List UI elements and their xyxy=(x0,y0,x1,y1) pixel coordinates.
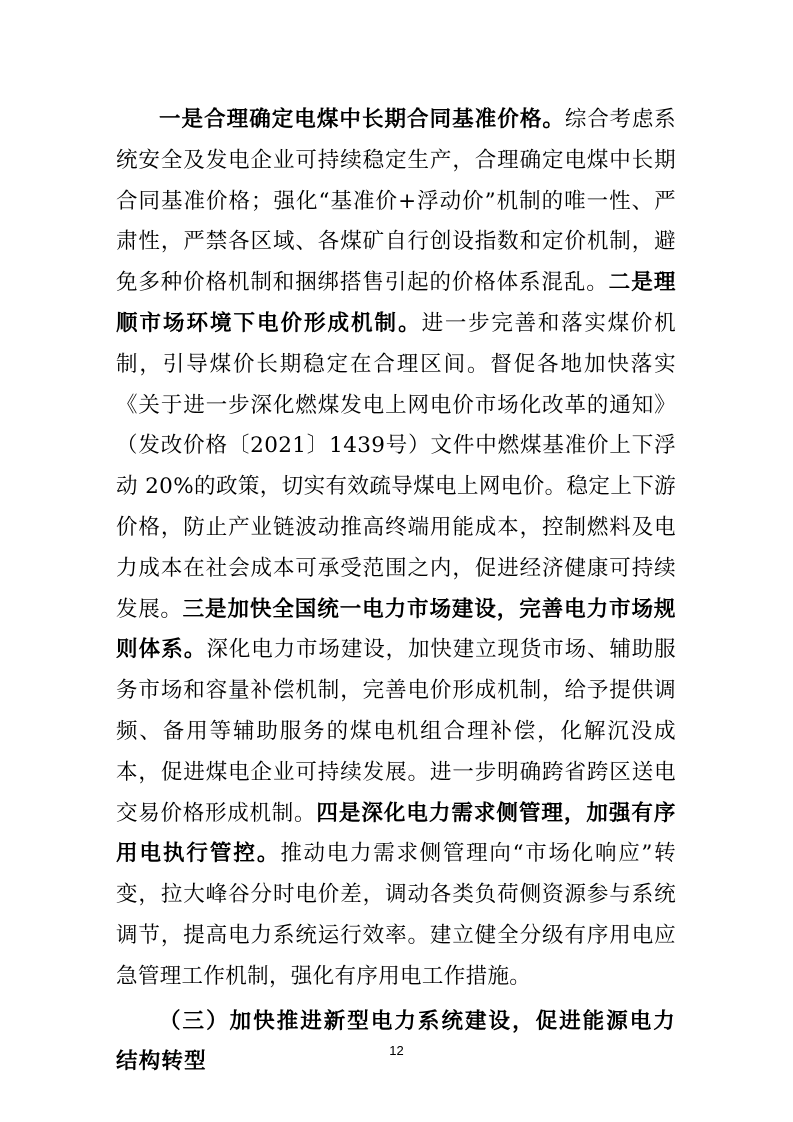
point-1-text: 综合考虑系统安全及发电企业可持续稳定生产，合理确定电煤中长期合同基准价格；强化“基准价+浮动价”机制的唯一性、严肃性，严禁各区域、各煤矿自行创设指数和定价机制，避免多种价格机制和捆绑搭售引起的价格体系混乱。 xyxy=(116,107,676,296)
page-number: 12 xyxy=(389,1043,404,1058)
section-heading: （三）加快推进新型电力系统建设，促进能源电力结构转型 xyxy=(116,1008,676,1075)
point-3-text: 深化电力市场建设，加快建立现货市场、辅助服务市场和容量补偿机制，完善电价形成机制，给予提供调频、备用等辅助服务的煤电机组合理补偿，化解沉没成本，促进煤电企业可持续发展。进一步明确跨省跨区送电交易价格形成机制。 xyxy=(116,637,676,826)
point-2-text: 进一步完善和落实煤价机制，引导煤价长期稳定在合理区间。督促各地加快落实《关于进一步深化燃煤发电上网电价市场化改革的通知》（发改价格〔2021〕1439号）文件中燃煤基准价上下浮动 20%的政策，切实有效疏导煤电上网电价。稳定上下游价格，防止产业链波动推高终端用能成本，控制燃料及电力成本在社会成本可承受范围之内，促进经济健康可持续发展。 xyxy=(116,310,676,622)
point-3-heading: 三是加快全国统一电力市场建设，完善电力市场规则体系。 xyxy=(116,596,677,663)
point-4-text: 推动电力需求侧管理向“市场化响应”转变，拉大峰谷分时电价差，调动各类负荷侧资源参与系统调节，提高电力系统运行效率。建立健全分级有序用电应急管理工作机制，强化有序用电工作措施。 xyxy=(116,841,676,989)
point-4-heading: 四是深化电力需求侧管理，加强有序用电执行管控。 xyxy=(116,800,676,867)
paragraph-policy-measures xyxy=(116,100,676,998)
point-1-heading: 一是合理确定电煤中长期合同基准价格。 xyxy=(159,107,565,132)
body-text xyxy=(116,100,676,1083)
point-2-heading: 二是理顺市场环境下电价形成机制。 xyxy=(116,270,676,336)
